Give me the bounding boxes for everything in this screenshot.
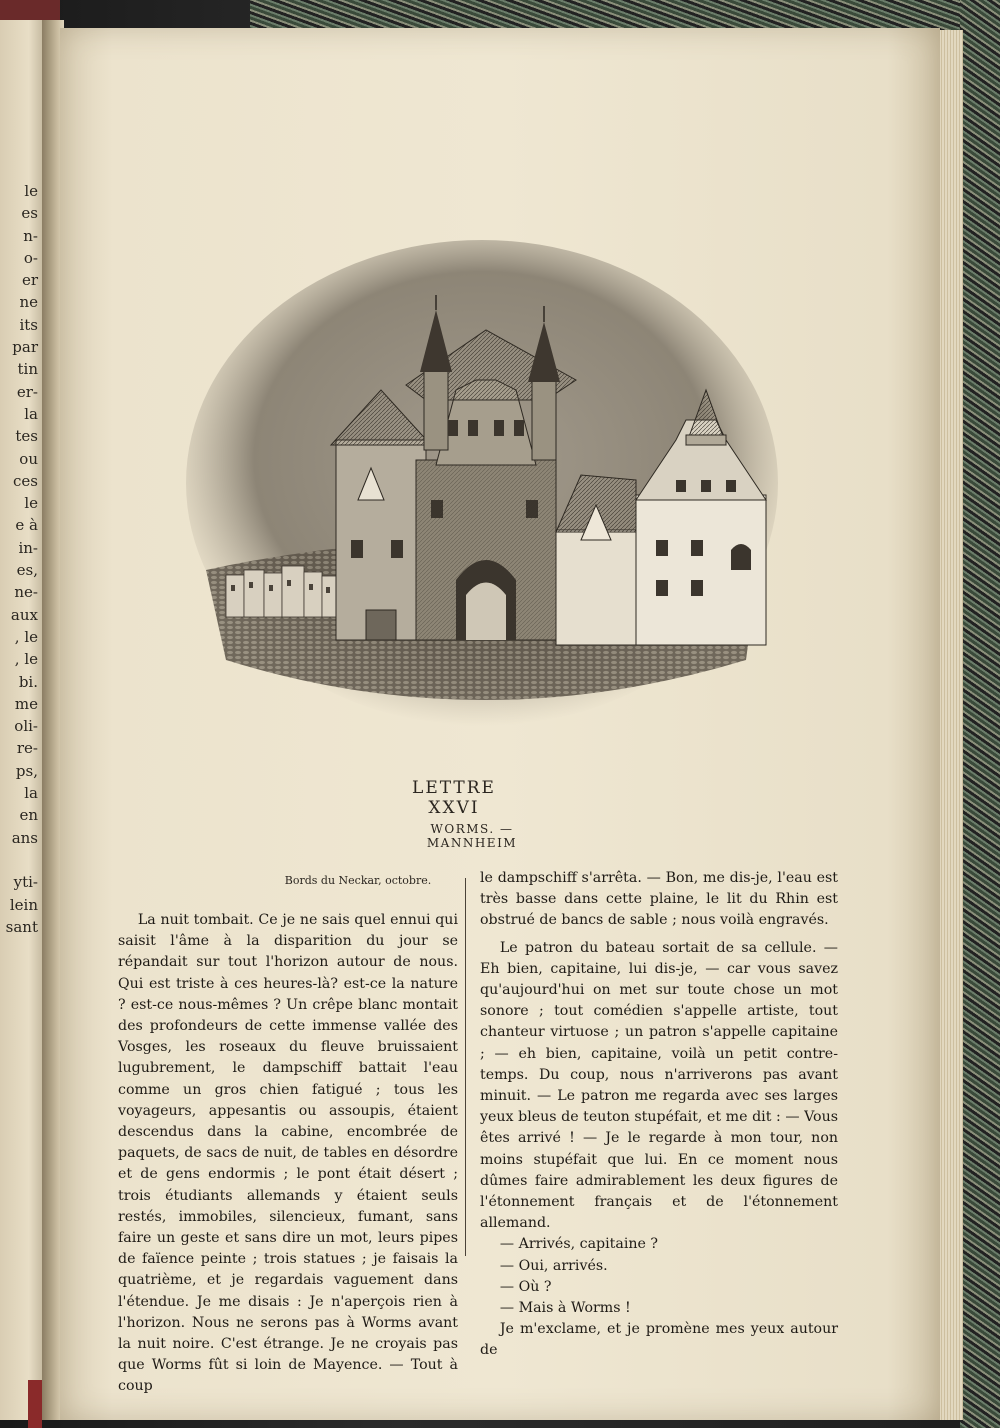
left-page-fragment: es xyxy=(21,204,38,223)
left-page-fragment: tin xyxy=(17,360,38,379)
left-page-fragment: me xyxy=(14,694,38,713)
text-column-right xyxy=(480,868,838,1362)
left-page-fragment: le xyxy=(24,182,38,200)
left-page-fragment: le xyxy=(24,494,38,513)
text-column-left xyxy=(118,910,458,1398)
left-page-fragment: , le xyxy=(14,627,38,646)
column-divider xyxy=(465,878,466,1256)
left-page-fragment: e à xyxy=(15,516,38,535)
left-page-fragment: er xyxy=(21,271,38,290)
left-page-fragment: bi. xyxy=(18,672,38,691)
left-page-fragment: aux xyxy=(10,605,38,624)
left-page-fragment: ou xyxy=(19,449,38,468)
marbled-cover-top xyxy=(250,0,1000,30)
dialogue-line: — Où ? xyxy=(499,1278,552,1295)
chapter-subtitle: WORMS. — MANNHEIM xyxy=(426,822,518,850)
dialogue-line: — Arrivés, capitaine ? xyxy=(499,1236,659,1253)
chapter-title: LETTRE XXVI xyxy=(412,778,496,818)
left-page-fragment: n- xyxy=(23,226,38,245)
dateline: Bords du Neckar, octobre. xyxy=(284,874,432,887)
left-page-fragment: o- xyxy=(23,248,38,267)
dialogue-line: — Mais à Worms ! xyxy=(499,1300,631,1317)
left-page-fragment: ans xyxy=(11,828,38,847)
left-page-fragment: re- xyxy=(16,739,38,758)
left-page-fragment: par xyxy=(12,338,38,357)
left-page-fragment: ps, xyxy=(15,761,38,780)
left-page-fragment: la xyxy=(24,784,38,803)
left-page-fragment: er- xyxy=(16,382,38,401)
paragraph: La nuit tombait. Ce je ne sais quel ennui qui saisit l'âme à la disparition du jour se répandait sur tout l'horizon autour de nous. Qui est triste à ces heures-là? est-ce la nature ? est-ce nous-mêmes ? Un crêpe blanc montait des profondeurs de cette immense vallée des Vosges, les roseaux du fleuve bruissaient lugubrement, le dampschiff battait l'eau comme un gros chien fatigué ; tous les voyageurs, appesantis ou assoupis, étaient descendus dans la cabine, encombrée de paquets, de sacs de nuit, de tables en désordre et de gens endormis ; le pont était désert ; trois étudiants allemands y étaient seuls restés, immobiles, silencieux, fumant, sans faire un geste et sans dire un mot, leurs pipes de faïence peinte ; trois statues ; je faisais la quatrième, et je regardais vaguement dans l'étendue. Je me disais : Je n'aperçois rien à l'horizon. Nous ne serons pas à Worms avant la nuit noire. C'est étrange. Je ne croyais pas que Worms fût si loin de Mayence. — Tout à coup xyxy=(118,912,458,1395)
worms-gatehouse-engraving xyxy=(186,240,778,726)
left-page-fragment: , le xyxy=(14,650,38,669)
left-page-fragment: en xyxy=(19,806,38,825)
left-page-fragment: la xyxy=(24,404,38,423)
paragraph: le dampschiff s'arrêta. — Bon, me dis-je, l'eau est très basse dans cette plaine, le lit du Rhin est obstrué de bancs de sable ; nous voilà engravés. xyxy=(480,870,838,929)
left-page-fragment: in- xyxy=(18,538,38,557)
paragraph: Je m'exclame, et je promène mes yeux autour de xyxy=(480,1321,838,1359)
left-page-fragment: tes xyxy=(15,427,38,446)
left-page-fragment: its xyxy=(19,315,38,334)
left-page-fragment: es, xyxy=(16,561,38,580)
dialogue-line: — Oui, arrivés. xyxy=(499,1257,608,1274)
left-page-fragment: ces xyxy=(13,471,38,490)
left-page-fragment: ne xyxy=(19,293,38,312)
marbled-cover-edge xyxy=(960,0,1000,1428)
left-page-fragment: yti- xyxy=(13,873,38,892)
left-page-fragment: sant xyxy=(5,917,38,936)
left-page-fragment xyxy=(0,849,40,871)
left-page-text-fragments xyxy=(0,180,40,938)
left-page-fragment: ne- xyxy=(14,583,38,602)
left-page-fragment: lein xyxy=(9,895,38,914)
paragraph: Le patron du bateau sortait de sa cellule. — Eh bien, capitaine, lui dis-je, — car vous savez qu'aujourd'hui on met sur toute chose un mot sonore ; tout comédien s'appelle artiste, tout chanteur virtuose ; un patron s'appelle capitaine ; — eh bien, capitaine, voilà un petit contre-temps. Du coup, nous n'arriverons pas avant minuit. — Le patron me regarda avec ses larges yeux bleus de teuton stupéfait, et me dit : — Vous êtes arrivé ! — Je le regarde à mon tour, non moins stupéfait que lui. En ce moment nous dûmes faire admirablement les deux figures de l'étonnement français et de l'étonnement allemand. xyxy=(480,939,838,1232)
bookmark-ribbon xyxy=(28,1380,42,1428)
left-page-fragment: oli- xyxy=(14,717,38,736)
